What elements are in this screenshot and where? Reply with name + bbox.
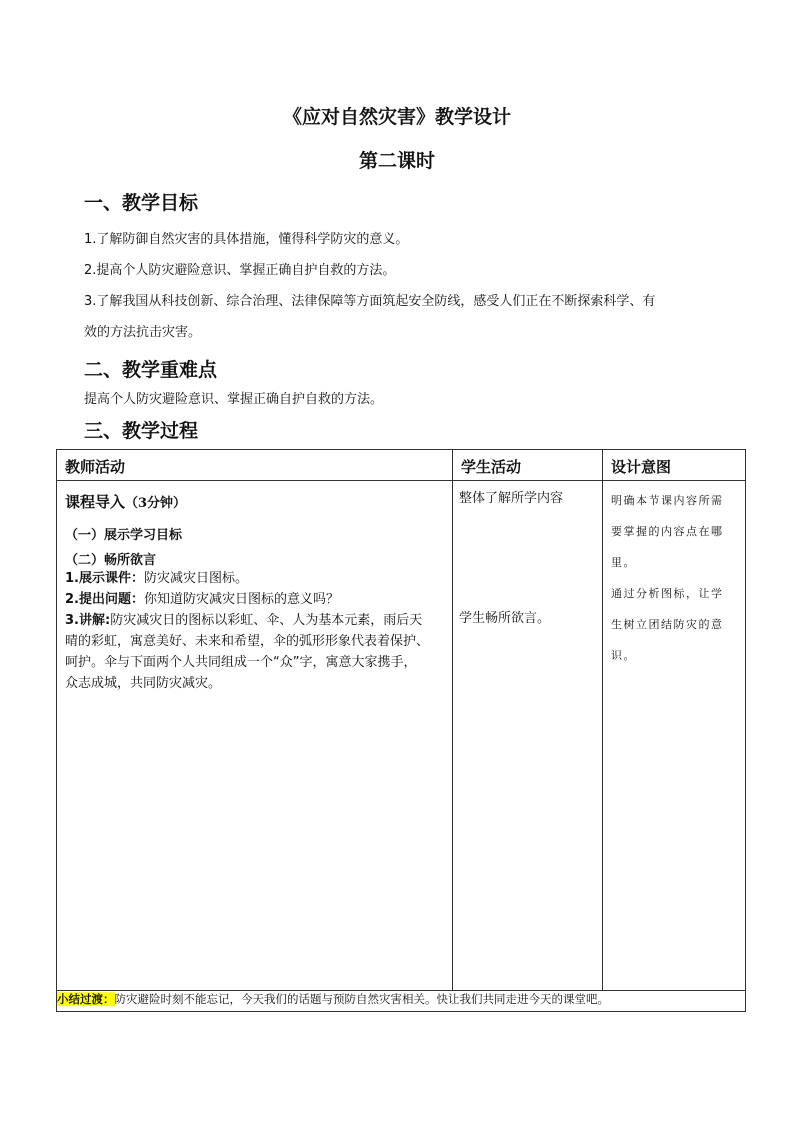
student-activity-2: 学生畅所欲言。 bbox=[459, 611, 551, 626]
keypoints-text: 提高个人防灾避险意识、掌握正确自护自救的方法。 bbox=[84, 392, 384, 407]
header-intent: 设计意图 bbox=[603, 450, 746, 481]
summary-text: 防灾避险时刻不能忘记，今天我们的话题与预防自然灾害相关。快让我们共同走进今天的课堂吧。 bbox=[114, 992, 609, 1006]
summary-label: 小结过渡： bbox=[57, 992, 115, 1006]
header-student: 学生活动 bbox=[453, 450, 603, 481]
section-heading-process: 三、教学过程 bbox=[84, 420, 199, 442]
student-activity-cell bbox=[453, 481, 603, 991]
step-1: 1.展示课件：防灾减灾日图标。 bbox=[65, 571, 248, 586]
step-3-line-4: 众志成城，共同防灾减灾。 bbox=[65, 676, 222, 691]
goal-item-3: 3.了解我国从科技创新、综合治理、法律保障等方面筑起安全防线，感受人们正在不断探索科学、有 bbox=[84, 294, 656, 309]
step-3-line-2: 晴的彩虹，寓意美好、未来和希望，伞的弧形形象代表着保护、 bbox=[65, 634, 430, 649]
header-teacher: 教师活动 bbox=[57, 450, 453, 481]
table-header-row bbox=[57, 450, 746, 481]
summary-cell bbox=[57, 991, 746, 1012]
table-row bbox=[57, 481, 746, 991]
subheading-goals: （一）展示学习目标 bbox=[65, 528, 183, 543]
step-2: 2.提出问题：你知道防灾减灾日图标的意义吗？ bbox=[65, 592, 339, 607]
teaching-process-table bbox=[56, 449, 746, 1012]
summary-row bbox=[57, 991, 746, 1012]
intent-line-4: 通过分析图标，让学 bbox=[611, 587, 724, 600]
intent-line-3: 里。 bbox=[611, 556, 636, 569]
document-title: 《应对自然灾害》教学设计 bbox=[282, 106, 511, 128]
step-3-line-3: 呵护。伞与下面两个人共同组成一个“众”字，寓意大家携手， bbox=[65, 655, 417, 670]
section-heading-keypoints: 二、教学重难点 bbox=[84, 359, 218, 381]
goal-item-2: 2.提高个人防灾避险意识、掌握正确自护自救的方法。 bbox=[84, 263, 396, 278]
intent-line-6: 识。 bbox=[611, 649, 636, 662]
document-subtitle: 第二课时 bbox=[358, 150, 435, 172]
section-heading-goals: 一、教学目标 bbox=[84, 192, 199, 214]
intent-line-1: 明确本节课内容所需 bbox=[611, 494, 724, 507]
student-activity-1: 整体了解所学内容 bbox=[459, 491, 564, 506]
intent-line-5: 生树立团结防灾的意 bbox=[611, 618, 724, 631]
subheading-discuss: （二）畅所欲言 bbox=[65, 553, 157, 568]
goal-item-3-cont: 效的方法抗击灾害。 bbox=[84, 325, 202, 340]
teacher-activity-cell bbox=[57, 481, 453, 991]
intent-line-2: 要掌握的内容点在哪 bbox=[611, 525, 724, 538]
goal-item-1: 1.了解防御自然灾害的具体措施，懂得科学防灾的意义。 bbox=[84, 232, 409, 247]
design-intent-cell bbox=[603, 481, 746, 991]
step-3: 3.讲解:防灾减灾日的图标以彩虹、伞、人为基本元素，雨后天 bbox=[65, 613, 423, 628]
intro-heading: 课程导入（3分钟） bbox=[65, 493, 187, 511]
